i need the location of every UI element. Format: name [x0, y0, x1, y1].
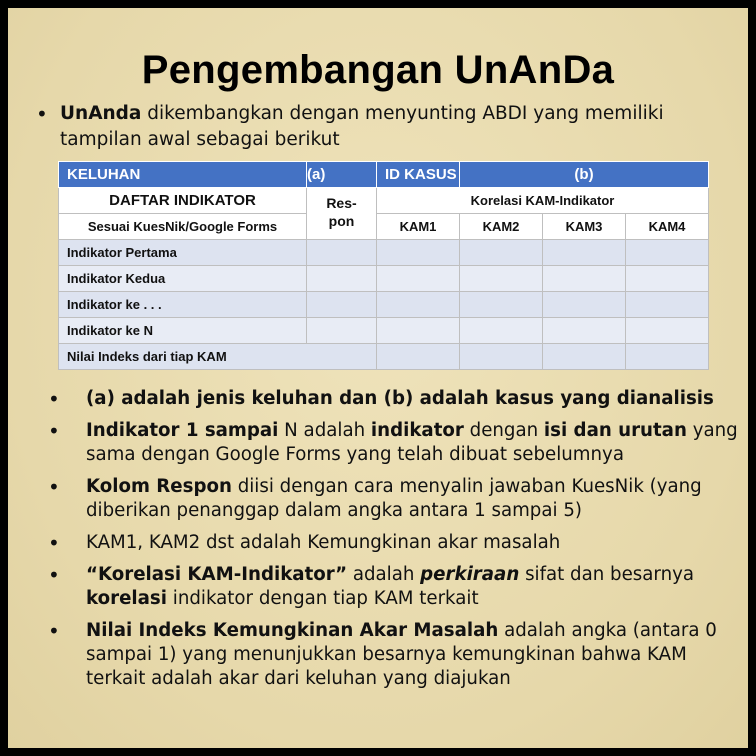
- kam-cell: [377, 240, 460, 266]
- respon-line2: pon: [328, 213, 355, 229]
- kam-cell: [543, 344, 626, 370]
- daftar-indikator-heading: DAFTAR INDIKATOR: [59, 188, 307, 214]
- kam-cell: [543, 318, 626, 344]
- kam-cell: [460, 292, 543, 318]
- intro-paragraph: [36, 101, 736, 153]
- kam-cell: [460, 240, 543, 266]
- bullet-text-segment: adalah angka (antara 0 sampai 1) yang menunjukkan besarnya kemungkinan bahwa KAM terkait adalah akar dari keluhan yang diajukan: [86, 620, 717, 689]
- kam-cell: [543, 240, 626, 266]
- kam-cell: [377, 344, 460, 370]
- bullet-dot: •: [48, 419, 60, 443]
- bullet-text-segment: perkiraan: [420, 564, 520, 585]
- respon-cell: [307, 318, 377, 344]
- bullet-text-segment: korelasi: [86, 588, 167, 609]
- bullet-text-segment: KAM1, KAM2 dst adalah Kemungkinan akar masalah: [86, 532, 561, 553]
- bullet-text: [86, 619, 738, 691]
- table-row: [59, 266, 709, 292]
- bullet-item: [48, 475, 738, 523]
- kam-heading: KAM1: [377, 214, 460, 240]
- kam-cell: [377, 318, 460, 344]
- row-label: Nilai Indeks dari tiap KAM: [59, 344, 377, 370]
- row-label: Indikator Kedua: [59, 266, 307, 292]
- slide: [8, 8, 748, 748]
- bullet-text-segment: dengan: [463, 420, 544, 441]
- respon-cell: [307, 292, 377, 318]
- id-kasus-value: (b): [460, 162, 709, 188]
- bullet-text-segment: diisi dengan cara menyalin jawaban KuesNik (yang diberikan penanggap dalam angka antara 1 sampai 5): [86, 476, 702, 521]
- bullet-text-segment: indikator: [370, 420, 464, 441]
- korelasi-heading: Korelasi KAM-Indikator: [377, 188, 709, 214]
- respon-line1: Res-: [326, 195, 357, 211]
- bullet-dot: •: [48, 387, 60, 411]
- bullet-dot: •: [48, 531, 60, 555]
- kam-heading: KAM2: [460, 214, 543, 240]
- kam-cell: [460, 318, 543, 344]
- bullet-dot: •: [48, 563, 60, 587]
- bullet-text: [86, 531, 738, 555]
- intro-bold: UnAnda: [60, 103, 142, 124]
- bullet-dot: •: [48, 475, 60, 499]
- bullet-item: [48, 387, 738, 411]
- kam-cell: [626, 240, 709, 266]
- intro-rest: dikembangkan dengan menyunting ABDI yang memiliki tampilan awal sebagai berikut: [60, 103, 664, 150]
- row-label: Indikator Pertama: [59, 240, 307, 266]
- table-row: [59, 240, 709, 266]
- bullet-text-segment: N adalah: [278, 420, 371, 441]
- table-header-row: [59, 162, 709, 188]
- kam-cell: [460, 344, 543, 370]
- bullet-item: [48, 531, 738, 555]
- kam-cell: [460, 266, 543, 292]
- kam-cell: [626, 266, 709, 292]
- bullet-text-segment: sifat dan besarnya: [519, 564, 694, 585]
- id-kasus-label: ID KASUS: [377, 162, 460, 188]
- table-kam-row: [59, 214, 709, 240]
- bullet-text: [86, 419, 738, 467]
- bullet-text: [86, 387, 738, 411]
- bullet-text-segment: indikator dengan tiap KAM terkait: [166, 588, 479, 609]
- keluhan-value: (a): [307, 162, 377, 188]
- bullet-text-segment: Indikator 1 sampai: [86, 420, 279, 441]
- bullet-text-segment: adalah: [347, 564, 421, 585]
- kam-heading: KAM4: [626, 214, 709, 240]
- abdi-table: [58, 161, 709, 370]
- bullet-item: [48, 619, 738, 691]
- kam-cell: [626, 292, 709, 318]
- bullet-text: [86, 475, 738, 523]
- bullet-dot: •: [48, 619, 60, 643]
- bullet-text: [86, 563, 738, 611]
- kam-cell: [626, 318, 709, 344]
- bullet-text-segment: isi dan urutan: [543, 420, 687, 441]
- row-label: Indikator ke . . .: [59, 292, 307, 318]
- keluhan-label: KELUHAN: [59, 162, 307, 188]
- bullet-text-segment: “Korelasi KAM-Indikator”: [86, 564, 348, 585]
- bullet-text-segment: Nilai Indeks Kemungkinan Akar Masalah: [86, 620, 499, 641]
- bullet-text-segment: (a) adalah jenis keluhan dan (b) adalah kasus yang dianalisis: [86, 388, 714, 409]
- kam-cell: [626, 344, 709, 370]
- bullet-item: [48, 563, 738, 611]
- respon-cell: [307, 240, 377, 266]
- row-label: Indikator ke N: [59, 318, 307, 344]
- table-row: [59, 344, 709, 370]
- kam-heading: KAM3: [543, 214, 626, 240]
- respon-cell: [307, 266, 377, 292]
- slide-title: Pengembangan UnAnDa: [141, 48, 615, 92]
- kam-cell: [377, 266, 460, 292]
- table-row: [59, 318, 709, 344]
- respon-heading: [307, 188, 377, 240]
- bullet-text-segment: yang sama dengan Google Forms yang telah dibuat sebelumnya: [86, 420, 738, 465]
- kam-cell: [377, 292, 460, 318]
- table-subheader-row: [59, 188, 709, 214]
- sesuai-label: Sesuai KuesNik/Google Forms: [59, 214, 307, 240]
- intro-text: [60, 101, 736, 153]
- kam-cell: [543, 292, 626, 318]
- bullet-text-segment: Kolom Respon: [86, 476, 232, 497]
- bullet-item: [48, 419, 738, 467]
- table-row: [59, 292, 709, 318]
- bullet-dot: •: [36, 102, 48, 126]
- kam-cell: [543, 266, 626, 292]
